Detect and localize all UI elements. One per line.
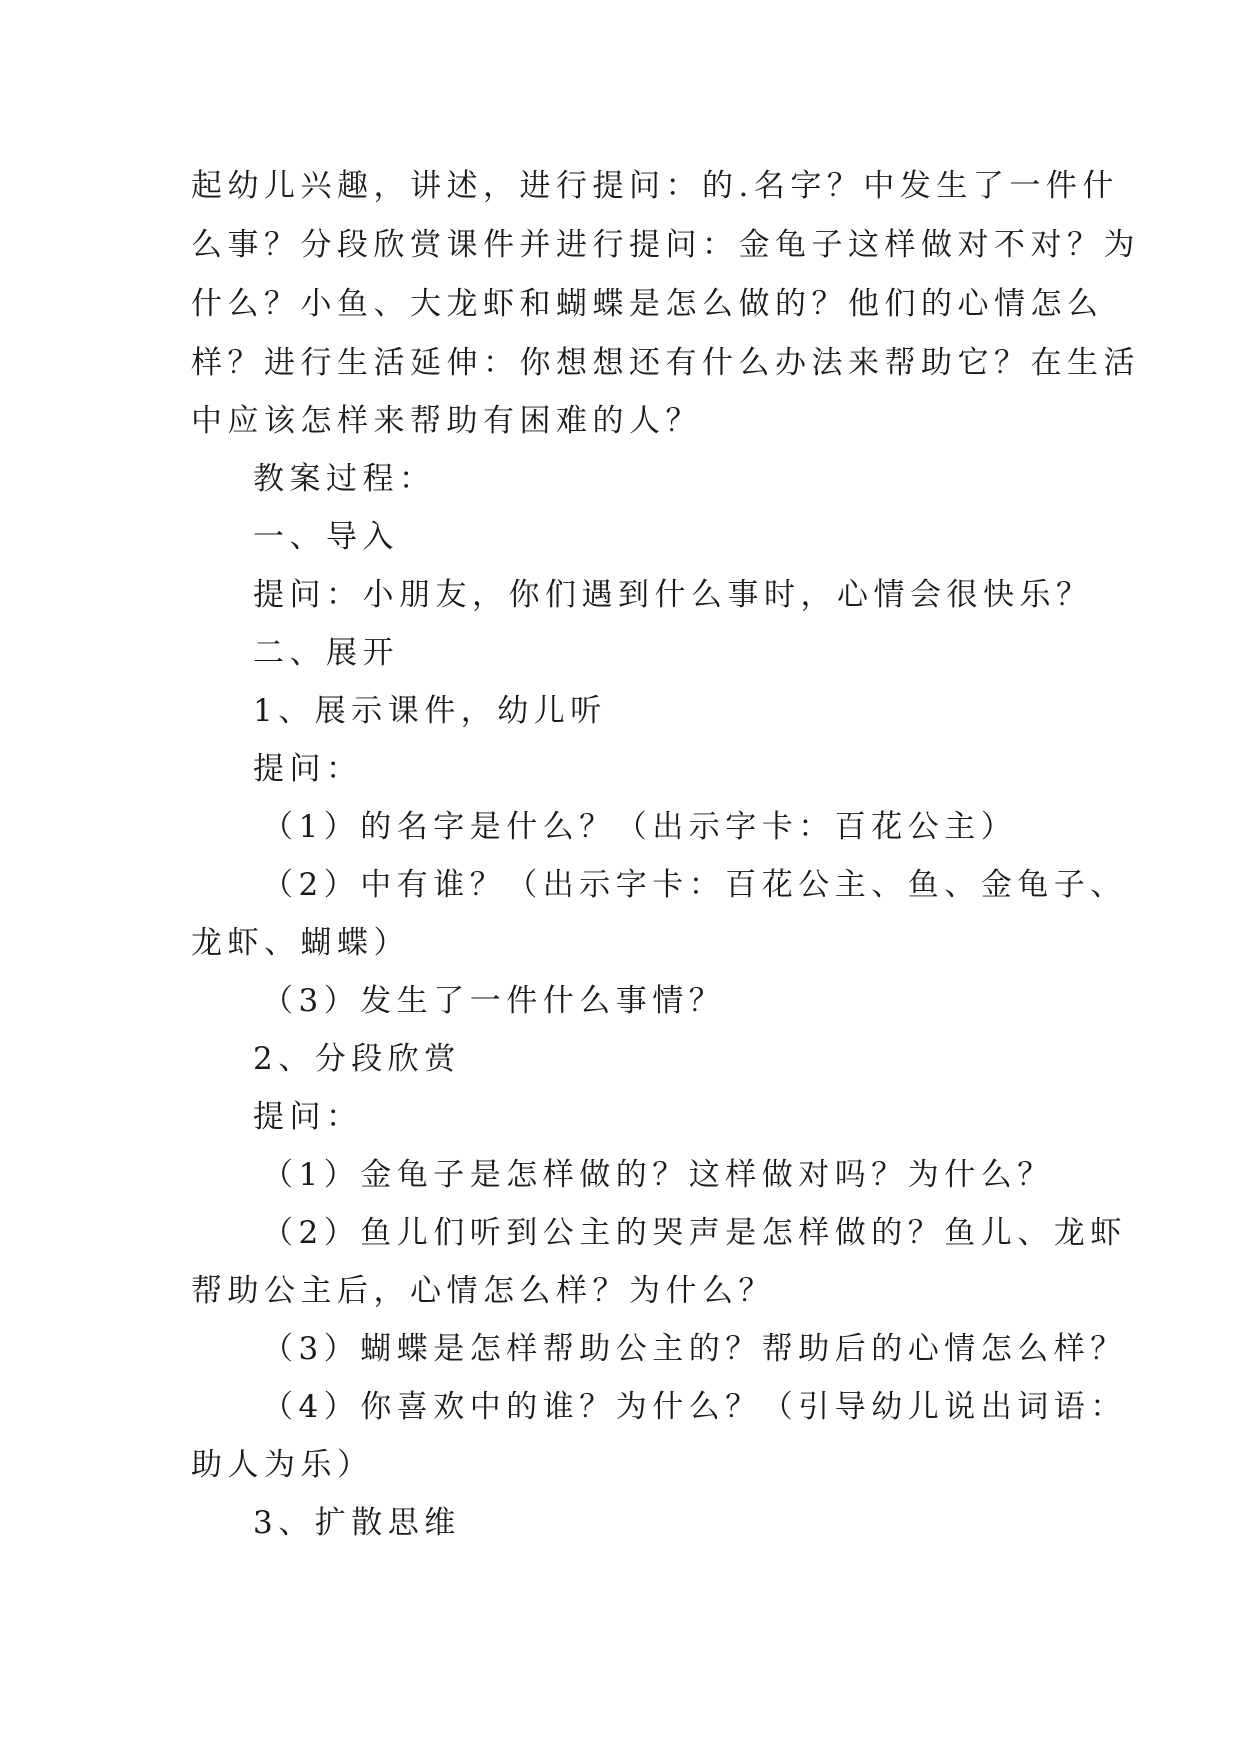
subsection-heading: 2、分段欣赏: [253, 1041, 461, 1077]
question-item: （2）鱼儿们听到公主的哭声是怎样做的？鱼儿、龙虾: [262, 1215, 1127, 1251]
question-item: （1）的名字是什么？（出示字卡：百花公主）: [262, 809, 1018, 845]
question-item-continuation: 助人为乐）: [191, 1447, 374, 1483]
paragraph-line: 提问：小朋友，你们遇到什么事时，心情会很快乐？: [253, 577, 1093, 613]
section-heading: 一、导入: [253, 519, 399, 555]
paragraph-line: 么事？分段欣赏课件并进行提问：金龟子这样做对不对？为: [191, 227, 1140, 263]
question-item-continuation: 帮助公主后，心情怎么样？为什么？: [191, 1273, 775, 1309]
paragraph-line: 样？进行生活延伸：你想想还有什么办法来帮助它？在生活: [191, 345, 1140, 381]
paragraph-line: 什么？小鱼、大龙虾和蝴蝶是怎么做的？他们的心情怎么: [191, 286, 1104, 322]
question-item: （4）你喜欢中的谁？为什么？（引导幼儿说出词语：: [262, 1389, 1127, 1425]
section-heading: 二、展开: [253, 635, 399, 671]
question-item: （3）蝴蝶是怎样帮助公主的？帮助后的心情怎么样？: [262, 1331, 1127, 1367]
section-heading: 教案过程：: [253, 461, 436, 497]
paragraph-line: 中应该怎样来帮助有困难的人？: [191, 403, 702, 439]
question-label: 提问：: [253, 751, 363, 787]
paragraph-line: 起幼儿兴趣，讲述，进行提问：的.名字？中发生了一件什: [191, 168, 1119, 204]
subsection-heading: 3、扩散思维: [253, 1505, 461, 1541]
question-item: （3）发生了一件什么事情？: [262, 983, 726, 1019]
subsection-heading: 1、展示课件，幼儿听: [253, 693, 607, 729]
question-item: （1）金龟子是怎样做的？这样做对吗？为什么？: [262, 1157, 1054, 1193]
question-label: 提问：: [253, 1099, 363, 1135]
question-item-continuation: 龙虾、蝴蝶）: [191, 925, 410, 961]
question-item: （2）中有谁？（出示字卡：百花公主、鱼、金龟子、: [262, 867, 1127, 903]
